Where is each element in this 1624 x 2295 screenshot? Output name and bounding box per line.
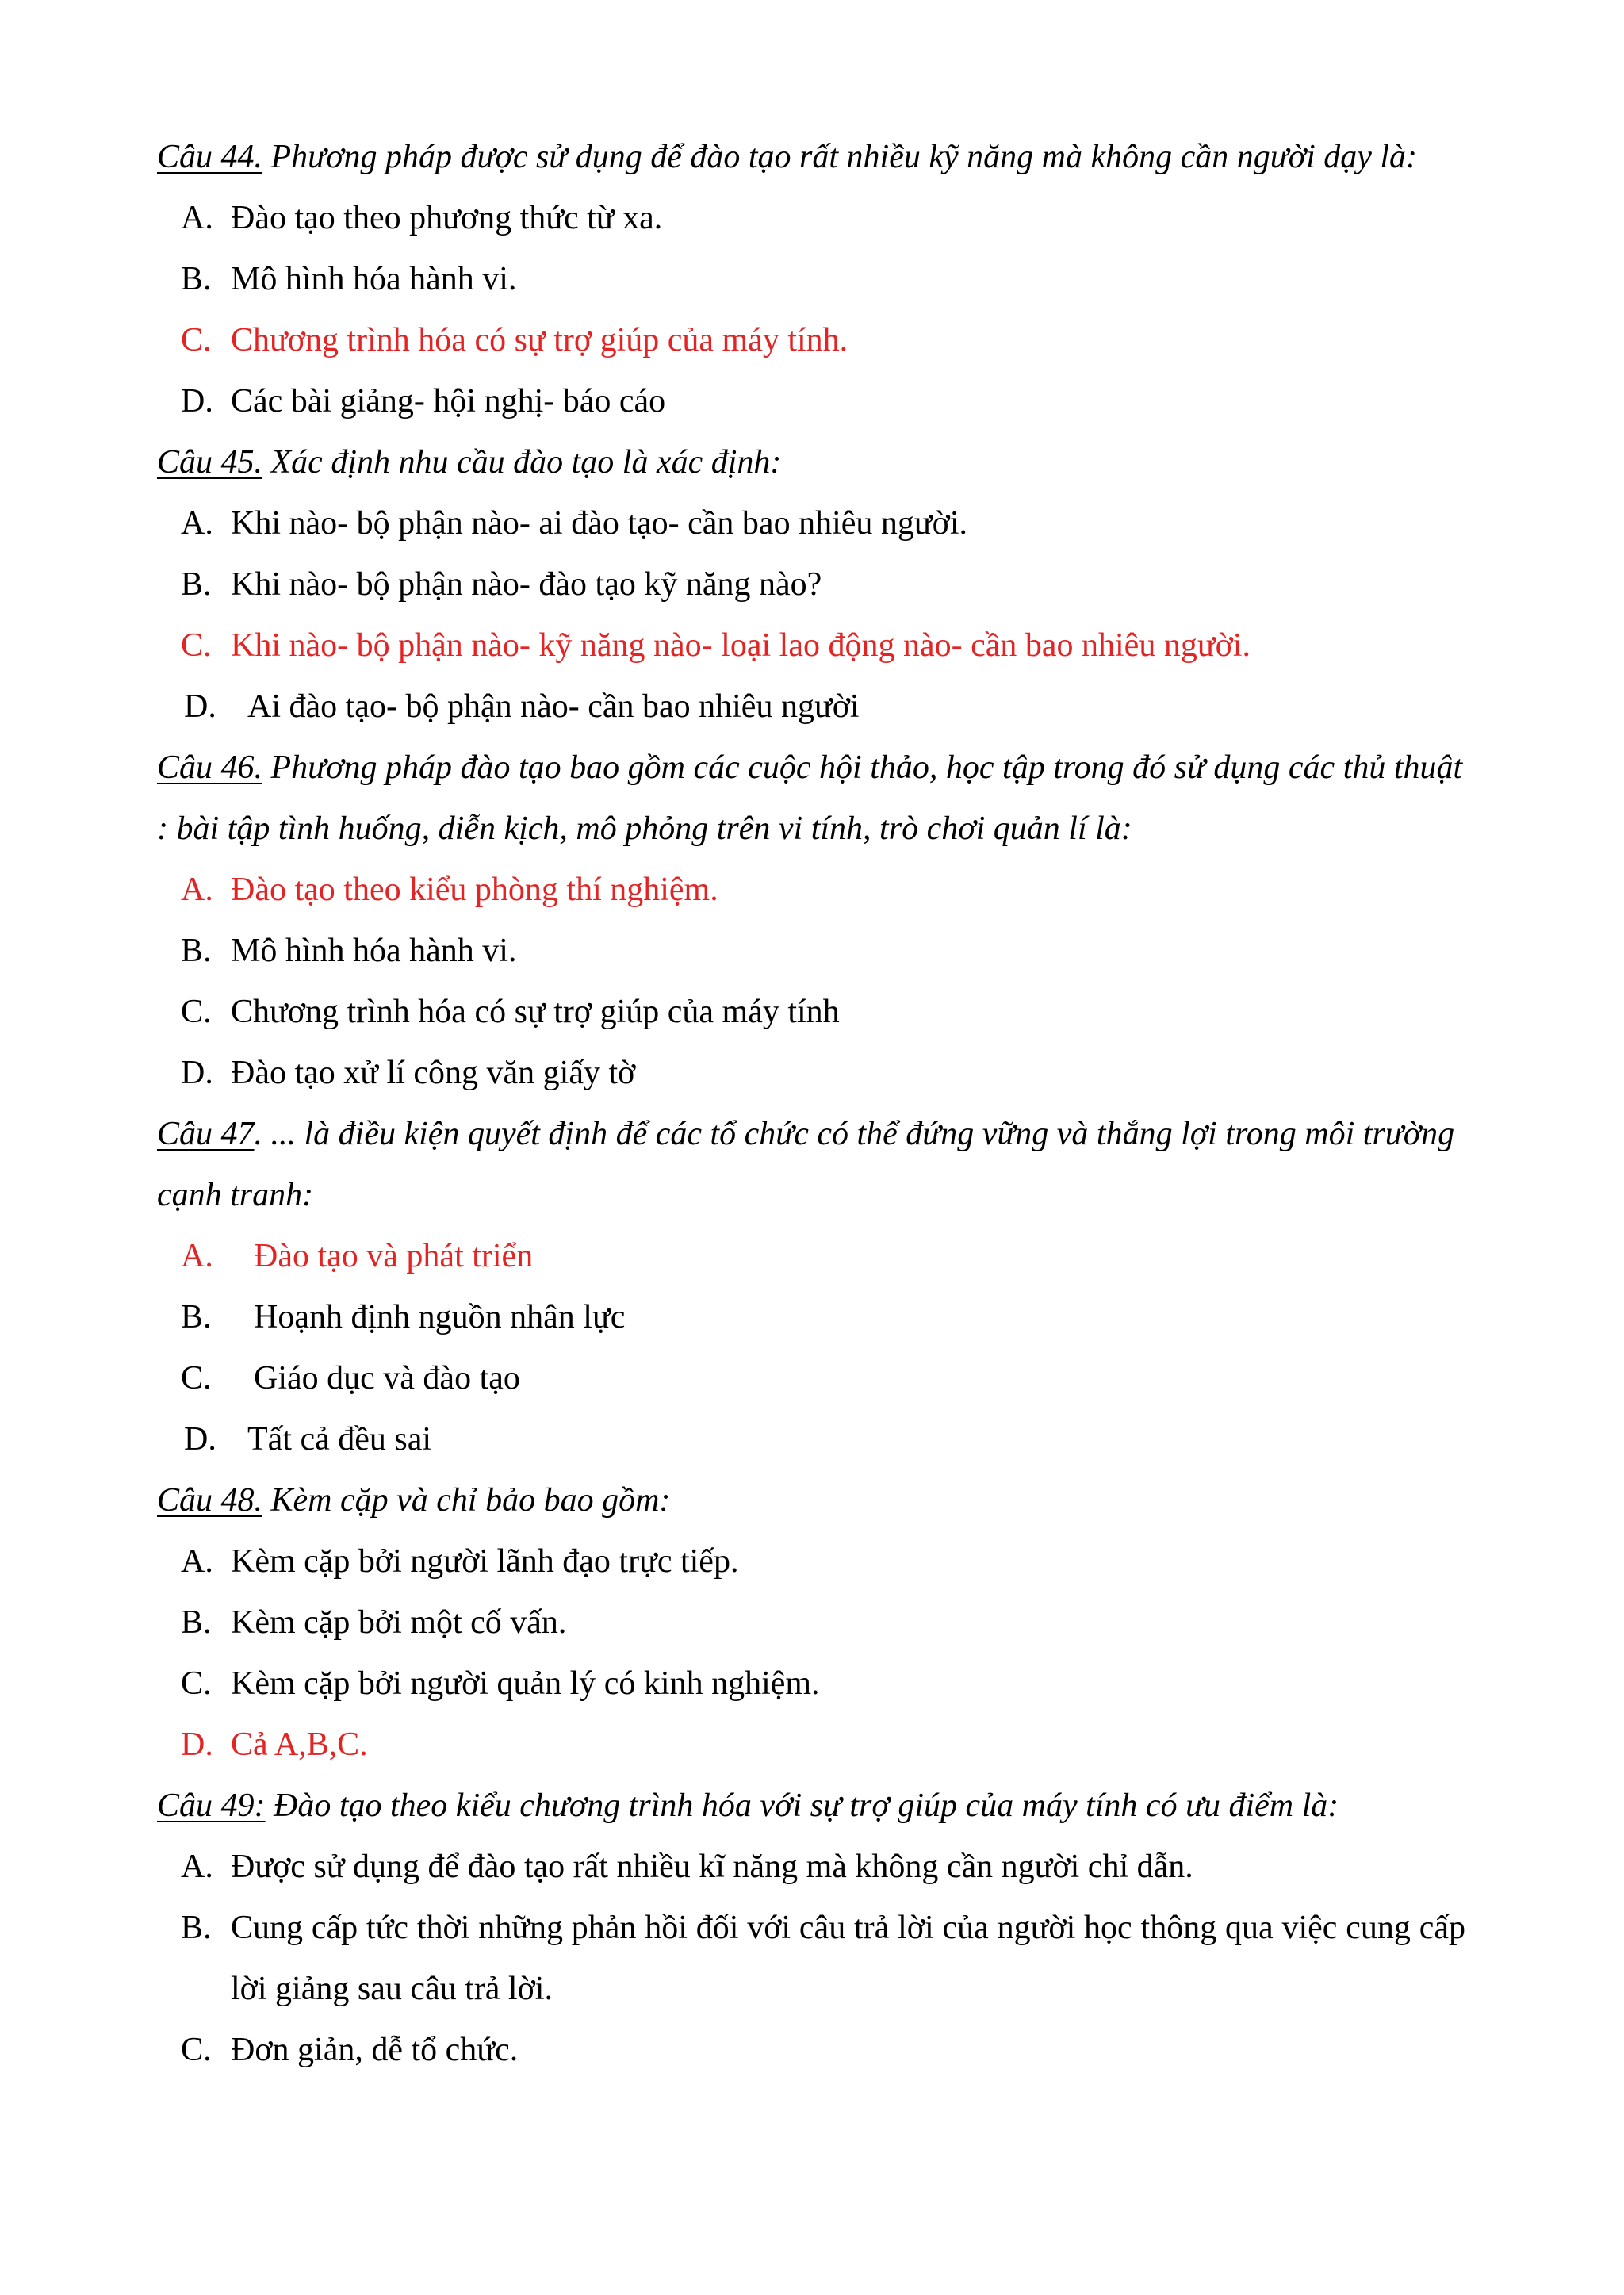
- option-text: Đào tạo theo kiểu phòng thí nghiệm.: [231, 872, 718, 908]
- option-text: Được sử dụng để đào tạo rất nhiều kĩ năng mà không cần người chỉ dẫn.: [231, 1849, 1193, 1885]
- option-text: Hoạnh định nguồn nhân lực: [254, 1299, 626, 1335]
- question-text: Đào tạo theo kiểu chương trình hóa với sự trợ giúp của máy tính có ưu điểm là:: [265, 1787, 1339, 1824]
- option-text: Đào tạo xử lí công văn giấy tờ: [231, 1055, 636, 1091]
- option-text: Khi nào- bộ phận nào- ai đào tạo- cần bao nhiêu người.: [231, 505, 968, 542]
- option-letter: C.: [181, 2032, 212, 2068]
- option-text: Chương trình hóa có sự trợ giúp của máy tính: [231, 994, 840, 1030]
- option-text: Ai đào tạo- bộ phận nào- cần bao nhiêu người: [247, 688, 860, 725]
- question-49: [157, 1776, 1469, 1837]
- option-letter: B.: [181, 566, 212, 603]
- answer-option: [157, 249, 1469, 310]
- option-text: Đào tạo theo phương thức từ xa.: [231, 200, 663, 236]
- option-text: Cung cấp tức thời những phản hồi đối với câu trả lời của người học thông qua việc cung cấp lời giảng sau câu trả lời.: [231, 1910, 1465, 2007]
- question-number: Câu 47: [157, 1116, 255, 1152]
- option-text: Tất cả đều sai: [247, 1421, 432, 1458]
- answer-option: [157, 188, 1469, 249]
- question-45: [157, 432, 1469, 493]
- answer-option: [157, 921, 1469, 982]
- answer-option: [157, 554, 1469, 615]
- option-text: Các bài giảng- hội nghị- báo cáo: [231, 383, 666, 420]
- option-letter: C.: [181, 994, 212, 1030]
- answer-option: [157, 371, 1469, 432]
- question-text: Phương pháp đào tạo bao gồm các cuộc hội thảo, học tập trong đó sử dụng các thủ thuật : bài tập tình huống, diễn kịch, mô phỏng trên vi tính, trò chơi quản lí là:: [157, 749, 1463, 847]
- option-text: Khi nào- bộ phận nào- kỹ năng nào- loại lao động nào- cần bao nhiêu người.: [231, 627, 1251, 664]
- option-letter: A.: [181, 1849, 213, 1885]
- question-number: Câu 45.: [157, 444, 263, 481]
- option-text: Khi nào- bộ phận nào- đào tạo kỹ năng nào?: [231, 566, 822, 603]
- correct-answer-option: [157, 615, 1469, 676]
- option-letter: C.: [181, 627, 212, 664]
- question-number: Câu 46.: [157, 749, 263, 786]
- option-letter: D.: [181, 1726, 213, 1763]
- option-text: Kèm cặp bởi người lãnh đạo trực tiếp.: [231, 1543, 739, 1580]
- answer-option: [157, 1592, 1469, 1653]
- answer-option: [157, 1409, 1469, 1470]
- question-number: Câu 49:: [157, 1787, 266, 1824]
- answer-option: [157, 1531, 1469, 1592]
- option-letter: A.: [181, 1238, 213, 1274]
- option-letter: A.: [181, 872, 213, 908]
- question-48: [157, 1470, 1469, 1531]
- correct-answer-option: [157, 1226, 1469, 1287]
- question-47: [157, 1104, 1469, 1226]
- answer-option: [157, 982, 1469, 1043]
- option-letter: A.: [181, 200, 213, 236]
- option-text: Đơn giản, dễ tổ chức.: [231, 2032, 519, 2068]
- correct-answer-option: [157, 1715, 1469, 1776]
- answer-option: [157, 1898, 1469, 2020]
- answer-option: [157, 1043, 1469, 1104]
- question-46: [157, 738, 1469, 860]
- option-letter: B.: [181, 933, 212, 969]
- option-letter: D.: [181, 1055, 213, 1091]
- answer-option: [157, 2020, 1469, 2081]
- option-letter: C.: [181, 1665, 212, 1702]
- option-letter: D.: [181, 383, 213, 420]
- question-text: . ... là điều kiện quyết định để các tổ chức có thể đứng vững và thắng lợi trong môi trường cạnh tranh:: [157, 1116, 1455, 1213]
- question-number: Câu 44.: [157, 139, 263, 175]
- option-text: Đào tạo và phát triển: [254, 1238, 534, 1274]
- answer-option: [157, 1653, 1469, 1715]
- option-text: Cả A,B,C.: [231, 1726, 368, 1763]
- correct-answer-option: [157, 860, 1469, 921]
- answer-option: [157, 1348, 1469, 1409]
- option-letter: D.: [184, 1421, 216, 1458]
- question-number: Câu 48.: [157, 1482, 263, 1519]
- answer-option: [157, 493, 1469, 554]
- option-text: Kèm cặp bởi người quản lý có kinh nghiệm.: [231, 1665, 820, 1702]
- option-letter: D.: [184, 688, 216, 725]
- option-text: Kèm cặp bởi một cố vấn.: [231, 1604, 567, 1641]
- option-text: Giáo dục và đào tạo: [254, 1360, 520, 1397]
- question-text: Kèm cặp và chỉ bảo bao gồm:: [262, 1482, 671, 1519]
- option-letter: C.: [181, 1360, 212, 1397]
- question-text: Xác định nhu cầu đào tạo là xác định:: [262, 444, 782, 481]
- option-text: Chương trình hóa có sự trợ giúp của máy tính.: [231, 322, 848, 358]
- correct-answer-option: [157, 310, 1469, 371]
- option-letter: A.: [181, 1543, 213, 1580]
- answer-option: [157, 1837, 1469, 1898]
- option-text: Mô hình hóa hành vi.: [231, 933, 517, 969]
- option-letter: B.: [181, 1604, 212, 1641]
- question-text: Phương pháp được sử dụng để đào tạo rất nhiều kỹ năng mà không cần người dạy là:: [262, 139, 1418, 175]
- answer-option: [157, 676, 1469, 738]
- option-letter: C.: [181, 322, 212, 358]
- question-44: [157, 127, 1469, 188]
- answer-option: [157, 1287, 1469, 1348]
- option-letter: A.: [181, 505, 213, 542]
- option-letter: B.: [181, 1910, 212, 1946]
- option-letter: B.: [181, 261, 212, 297]
- option-letter: B.: [181, 1299, 212, 1335]
- option-text: Mô hình hóa hành vi.: [231, 261, 517, 297]
